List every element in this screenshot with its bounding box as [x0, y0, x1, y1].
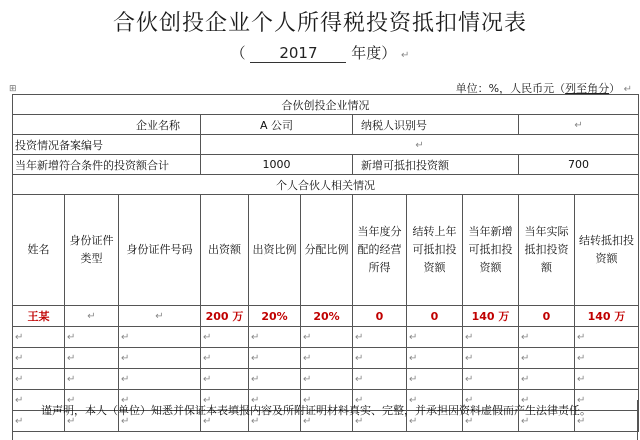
empty-cell[interactable]: ↵: [353, 411, 407, 432]
tax-id-value[interactable]: [519, 115, 639, 135]
empty-cell[interactable]: ↵: [65, 411, 119, 432]
new-deductible-value[interactable]: 700: [519, 155, 639, 175]
empty-cell[interactable]: ↵: [353, 390, 407, 411]
cell-distributed-income[interactable]: 0: [353, 306, 407, 327]
cell-new-deduction[interactable]: 140 万: [463, 306, 519, 327]
empty-cell[interactable]: ↵: [353, 348, 407, 369]
empty-cell[interactable]: ↵: [301, 348, 353, 369]
table-row: [13, 327, 639, 348]
empty-cell[interactable]: ↵: [13, 327, 65, 348]
empty-cell[interactable]: ↵: [519, 327, 575, 348]
empty-cell[interactable]: ↵: [119, 327, 201, 348]
empty-cell[interactable]: ↵: [249, 327, 301, 348]
table-anchor-icon[interactable]: ⊞: [9, 84, 17, 94]
tax-id-label: 纳税人识别号: [353, 115, 519, 135]
cell-distribution-ratio[interactable]: 20%: [301, 306, 353, 327]
col-header-distribution-ratio: 分配比例: [301, 195, 353, 306]
empty-cell[interactable]: ↵: [119, 411, 201, 432]
paragraph-mark: ↵: [623, 84, 632, 95]
empty-cell[interactable]: ↵: [463, 369, 519, 390]
cell-name[interactable]: 王某: [13, 306, 65, 327]
empty-cell[interactable]: ↵: [119, 369, 201, 390]
cell-capital[interactable]: 200 万: [201, 306, 249, 327]
col-header-id-number: 身份证件号码: [119, 195, 201, 306]
paragraph-mark: ↵: [400, 50, 410, 61]
col-header-carry-forward: 结转抵扣投资额: [575, 195, 639, 306]
col-header-new-deduction: 当年新增可抵扣投资额: [463, 195, 519, 306]
record-no-value[interactable]: [201, 135, 639, 155]
company-name-label: 企业名称: [13, 115, 201, 135]
empty-cell[interactable]: ↵: [407, 411, 463, 432]
year-open-paren: （: [230, 44, 246, 62]
empty-cell[interactable]: ↵: [13, 348, 65, 369]
empty-cell[interactable]: ↵: [65, 327, 119, 348]
form-title: 合伙创投企业个人所得税投资抵扣情况表: [112, 11, 527, 36]
empty-cell[interactable]: ↵: [201, 390, 249, 411]
empty-cell[interactable]: ↵: [407, 327, 463, 348]
section2-title: 个人合伙人相关情况: [13, 175, 639, 195]
empty-cell[interactable]: ↵: [519, 369, 575, 390]
empty-cell[interactable]: ↵: [301, 390, 353, 411]
col-header-distributed-income: 当年度分配的经营所得: [353, 195, 407, 306]
cell-capital-ratio[interactable]: 20%: [249, 306, 301, 327]
empty-cell[interactable]: ↵: [301, 369, 353, 390]
declaration-text: 谨声明，本人（单位）知悉并保证本表填报内容及所附证明材料真实、完整，并承担因资料虚假而产生法律责任。: [12, 400, 638, 440]
unit-close: ）: [609, 82, 621, 95]
empty-cell[interactable]: ↵: [575, 411, 639, 432]
empty-cell[interactable]: ↵: [119, 390, 201, 411]
empty-cell[interactable]: ↵: [575, 369, 639, 390]
empty-cell[interactable]: ↵: [301, 327, 353, 348]
empty-cell[interactable]: ↵: [249, 411, 301, 432]
qualified-investment-label: 当年新增符合条件的投资额合计: [13, 155, 201, 175]
empty-cell[interactable]: ↵: [519, 390, 575, 411]
empty-cell[interactable]: ↵: [13, 369, 65, 390]
empty-cell[interactable]: ↵: [65, 390, 119, 411]
record-no-label: 投资情况备案编号: [13, 135, 201, 155]
empty-cell[interactable]: ↵: [13, 411, 65, 432]
col-header-capital-ratio: 出资比例: [249, 195, 301, 306]
empty-cell[interactable]: ↵: [407, 369, 463, 390]
empty-cell[interactable]: ↵: [575, 327, 639, 348]
deduction-table: [12, 94, 639, 432]
empty-cell[interactable]: ↵: [575, 348, 639, 369]
col-header-carried-deduction: 结转上年可抵扣投资额: [407, 195, 463, 306]
col-header-capital: 出资额: [201, 195, 249, 306]
paragraph-mark: ↵: [415, 140, 424, 151]
empty-cell[interactable]: ↵: [301, 411, 353, 432]
cell-carry-forward[interactable]: 140 万: [575, 306, 639, 327]
empty-cell[interactable]: ↵: [65, 348, 119, 369]
empty-cell[interactable]: ↵: [65, 369, 119, 390]
empty-cell[interactable]: ↵: [407, 390, 463, 411]
empty-cell[interactable]: ↵: [519, 411, 575, 432]
col-header-id-type: 身份证件类型: [65, 195, 119, 306]
table-row: [13, 369, 639, 390]
unit-link[interactable]: 列至角分: [565, 82, 610, 95]
cell-carried-deduction[interactable]: 0: [407, 306, 463, 327]
company-name-value[interactable]: A 公司: [201, 115, 353, 135]
empty-cell[interactable]: ↵: [13, 390, 65, 411]
table-row: [13, 348, 639, 369]
empty-cell[interactable]: ↵: [201, 348, 249, 369]
col-header-name: 姓名: [13, 195, 65, 306]
empty-cell[interactable]: ↵: [249, 348, 301, 369]
empty-cell[interactable]: ↵: [463, 411, 519, 432]
empty-cell[interactable]: ↵: [463, 327, 519, 348]
empty-cell[interactable]: ↵: [463, 348, 519, 369]
section1-title: 合伙创投企业情况: [13, 95, 639, 115]
empty-cell[interactable]: ↵: [463, 390, 519, 411]
qualified-investment-value[interactable]: 1000: [201, 155, 353, 175]
col-header-actual-deduction: 当年实际抵扣投资额: [519, 195, 575, 306]
empty-cell[interactable]: ↵: [201, 369, 249, 390]
empty-cell[interactable]: ↵: [407, 348, 463, 369]
cell-actual-deduction[interactable]: 0: [519, 306, 575, 327]
year-value: 2017: [250, 44, 346, 63]
cell-id-type[interactable]: ↵: [65, 306, 119, 327]
unit-text: 单位：%，人民币元（: [455, 82, 566, 95]
empty-cell[interactable]: ↵: [575, 390, 639, 411]
empty-cell[interactable]: ↵: [201, 327, 249, 348]
empty-cell[interactable]: ↵: [353, 369, 407, 390]
empty-cell[interactable]: ↵: [519, 348, 575, 369]
table-row: [13, 306, 639, 327]
paragraph-mark: ↵: [574, 120, 583, 131]
empty-cell[interactable]: ↵: [119, 348, 201, 369]
year-suffix: 年度）: [351, 44, 397, 62]
empty-cell[interactable]: ↵: [249, 369, 301, 390]
cell-id-number[interactable]: ↵: [119, 306, 201, 327]
empty-cell[interactable]: ↵: [201, 411, 249, 432]
empty-cell[interactable]: ↵: [353, 327, 407, 348]
empty-cell[interactable]: ↵: [249, 390, 301, 411]
year-line: [0, 42, 640, 63]
new-deductible-label: 新增可抵扣投资额: [353, 155, 519, 175]
